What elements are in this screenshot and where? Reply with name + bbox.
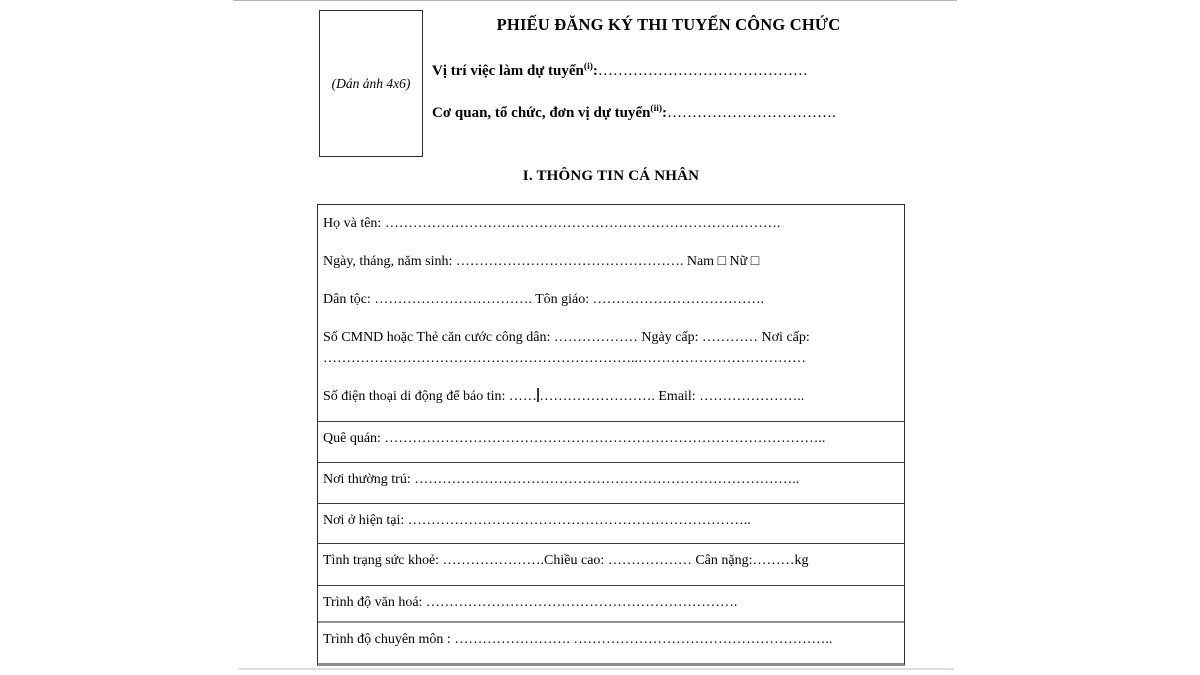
position-field-colon: : — [592, 63, 598, 79]
photo-box — [319, 10, 423, 157]
position-field[interactable] — [432, 56, 907, 82]
section-heading-personal-info: I. THÔNG TIN CÁ NHÂN — [522, 168, 700, 184]
id-card-line-2: …………………………………………………………..……………………………… — [323, 351, 806, 366]
agency-footnote-ref: (ii) — [650, 104, 663, 114]
page-top-edge — [233, 0, 957, 1]
field-permanent-residence[interactable]: Nơi thường trú: ……………………………………………………………………….. — [318, 462, 904, 503]
field-id-card[interactable] — [323, 327, 898, 369]
field-fullname[interactable]: Họ và tên: …………………………………………………………………………. — [323, 216, 781, 231]
position-field-label: Vị trí việc làm dự tuyển — [432, 63, 584, 79]
photo-box-label: (Dán ảnh 4x6) — [331, 75, 411, 91]
agency-field-label: Cơ quan, tổ chức, đơn vị dự tuyển — [432, 105, 651, 121]
id-card-line-1: Số CMND hoặc Thẻ căn cước công dân: ……………… Ngày cấp: ………… Nơi cấp: — [323, 330, 810, 345]
field-hometown[interactable]: Quê quán: ………………………………………………………………………………….. — [318, 421, 904, 462]
field-education-level[interactable]: Trình độ văn hoá: …………………………………………………………. — [318, 585, 904, 621]
field-professional-qualification[interactable]: Trình độ chuyên môn : ……………………. ……………………………………………….. — [318, 621, 904, 663]
phone-label-and-dots: Số điện thoại di động để báo tin: …… — [323, 389, 537, 404]
field-health-height-weight[interactable]: Tình trạng sức khoẻ: ………………….Chiều cao: ……………… Cân nặng:………kg — [318, 543, 904, 585]
form-header — [430, 14, 907, 124]
field-birthdate-gender[interactable]: Ngày, tháng, năm sinh: …………………………………………. Nam □ Nữ □ — [323, 254, 760, 269]
phone-dots-and-email: ……………………. Email: ………………….. — [539, 389, 805, 404]
agency-dotted-line[interactable]: ……………………………. — [667, 105, 836, 121]
personal-info-table — [317, 204, 905, 666]
field-current-address[interactable]: Nơi ở hiện tại: ……………………………………………………………….. — [318, 503, 904, 543]
personal-info-main-cell — [318, 205, 904, 421]
page-bottom-edge — [239, 668, 954, 670]
position-dotted-line[interactable]: …………………………………… — [597, 63, 808, 79]
agency-field[interactable] — [432, 98, 907, 124]
field-ethnicity-religion[interactable]: Dân tộc: ……………………………. Tôn giáo: ………………………………. — [323, 292, 765, 307]
agency-field-colon: : — [662, 105, 668, 121]
form-title: PHIẾU ĐĂNG KÝ THI TUYỂN CÔNG CHỨC — [496, 15, 841, 34]
position-footnote-ref: (i) — [583, 62, 593, 72]
field-phone-email[interactable] — [323, 386, 898, 407]
